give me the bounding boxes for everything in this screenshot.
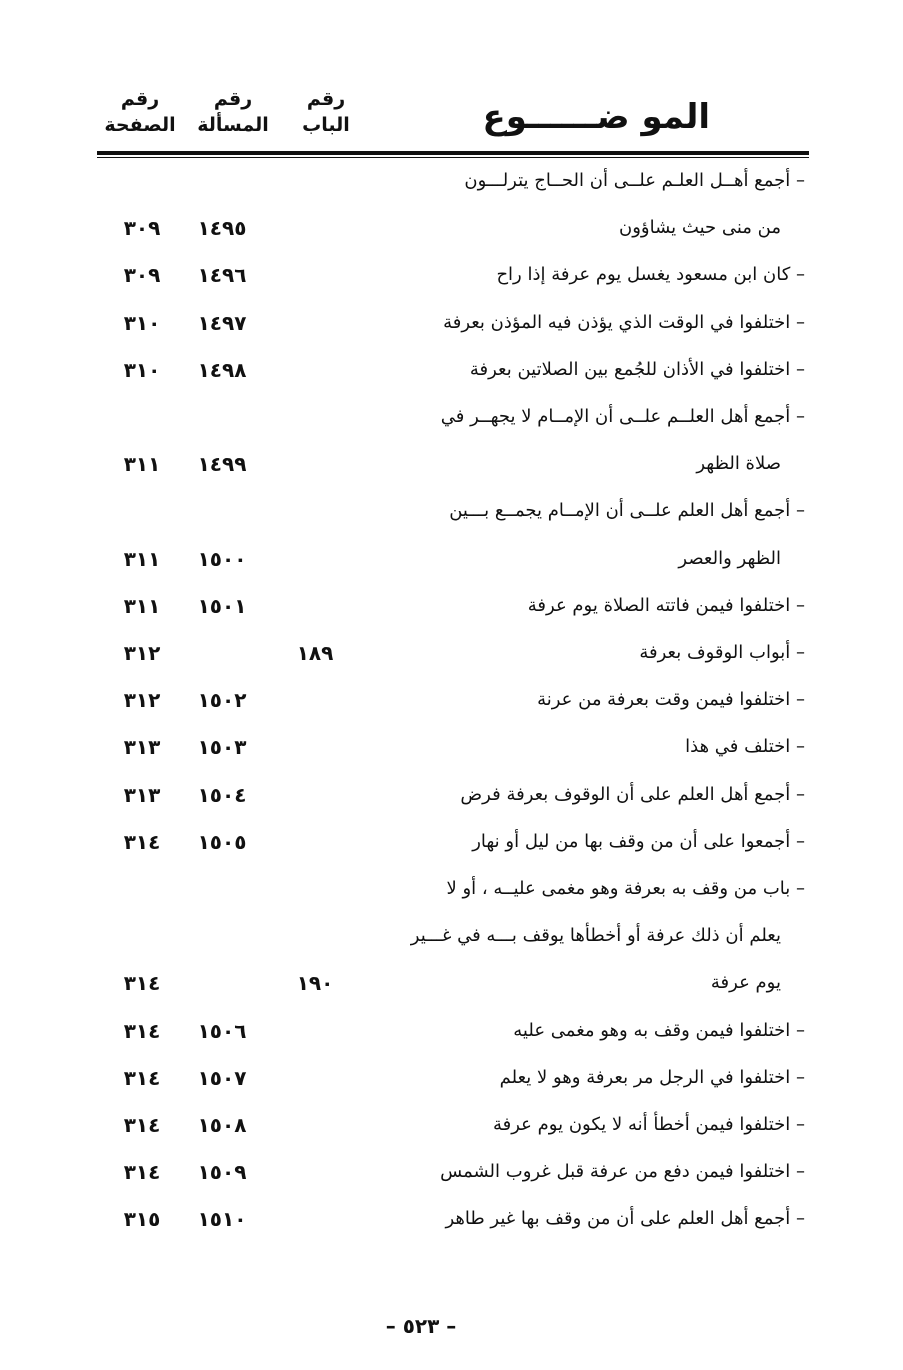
entry-chapter-number: ١٩٠ xyxy=(296,971,334,996)
entry-page-number: ٣١١ xyxy=(123,593,161,618)
header-chapter-label-1: رقم xyxy=(306,88,346,110)
entry-page-number: ٣١٣ xyxy=(123,735,161,760)
entry-topic: – أجمع أهل العلم على أن الوقوف بعرفة فرض xyxy=(460,783,805,805)
entry-topic: – أجمع أهل العلــم علــى أن الإمــام لا يجهــر في xyxy=(440,406,805,427)
entry-topic-continued: الظهر والعصر xyxy=(678,547,781,569)
entry-page-number: ٣١٤ xyxy=(123,1065,161,1090)
entry-page-number: ٣١٢ xyxy=(123,688,161,713)
entry-issue-number: ١٤٩٦ xyxy=(197,263,247,288)
entry-topic: – اختلفوا فيمن وقت بعرفة من عرنة xyxy=(537,689,805,711)
entry-issue-number: ١٤٩٨ xyxy=(197,357,247,382)
header-issue-number xyxy=(188,86,278,138)
entry-issue-number: ١٤٩٩ xyxy=(197,452,247,477)
entry-topic: – اختلفوا فيمن وقف به وهو مغمى عليه xyxy=(513,1019,805,1041)
entry-page-number: ٣١١ xyxy=(123,452,161,477)
entry-issue-number: ١٥٠٨ xyxy=(197,1113,247,1137)
entry-page-number: ٣١٤ xyxy=(123,1160,161,1185)
entry-topic: – اختلفوا فيمن أخطأ أنه لا يكون يوم عرفة xyxy=(493,1114,805,1135)
entry-page-number: ٣١٠ xyxy=(123,357,161,382)
entry-topic: – أجمع أهل العلم علــى أن الإمــام يجمــع بـــين xyxy=(449,500,805,522)
entry-topic: – اختلف في هذا xyxy=(685,736,805,758)
entry-issue-number: ١٥٠٠ xyxy=(197,546,247,571)
entry-topic: – اختلفوا في الأذان للجُمع بين الصلاتين بعرفة xyxy=(469,358,805,380)
header-rule-thick xyxy=(97,151,809,155)
entry-issue-number: ١٥٠٩ xyxy=(197,1160,247,1185)
entry-issue-number: ١٥٠٧ xyxy=(197,1065,247,1090)
entry-topic: – اختلفوا في الوقت الذي يؤذن فيه المؤذن بعرفة xyxy=(443,311,805,333)
entry-page-number: ٣١٤ xyxy=(123,1113,161,1137)
header-issue-label-2: المسألة xyxy=(197,114,269,136)
header-page-label-2: الصفحة xyxy=(104,114,176,136)
entry-page-number: ٣٠٩ xyxy=(123,263,161,288)
entry-page-number: ٣١٥ xyxy=(123,1207,161,1232)
entry-page-number: ٣١٣ xyxy=(123,782,161,807)
entry-topic: – أجمعوا على أن من وقف بها من ليل أو نهار xyxy=(472,830,805,852)
entry-issue-number: ١٥١٠ xyxy=(197,1207,247,1232)
header-chapter-label-2: الباب xyxy=(302,114,350,136)
header-chapter-number xyxy=(286,86,366,138)
entry-topic: – كان ابن مسعود يغسل يوم عرفة إذا راح xyxy=(496,264,805,286)
header-page-label-1: رقم xyxy=(120,88,160,110)
entry-chapter-number: ١٨٩ xyxy=(296,641,334,665)
entry-page-number: ٣١٠ xyxy=(123,310,161,335)
entry-issue-number: ١٥٠٢ xyxy=(197,688,247,713)
header-rule-thin xyxy=(97,157,809,158)
entry-topic: – اختلفوا في الرجل مر بعرفة وهو لا يعلم xyxy=(499,1066,805,1088)
entry-issue-number: ١٥٠٥ xyxy=(197,829,247,854)
entry-topic-continued: صلاة الظهر xyxy=(696,453,781,475)
entry-issue-number: ١٤٩٥ xyxy=(197,216,247,241)
header-issue-label-1: رقم xyxy=(213,88,253,110)
entry-topic: – باب من وقف به بعرفة وهو مغمى عليــه ، أو لا xyxy=(446,878,805,899)
entry-topic: – أبواب الوقوف بعرفة xyxy=(639,642,805,663)
entry-page-number: ٣١٤ xyxy=(123,971,161,996)
entry-topic: – اختلفوا فيمن فاتته الصلاة يوم عرفة xyxy=(527,594,805,616)
entry-page-number: ٣١١ xyxy=(123,546,161,571)
entry-page-number: ٣١٢ xyxy=(123,641,161,665)
entry-topic: – اختلفوا فيمن دفع من عرفة قبل غروب الشمس xyxy=(440,1161,805,1183)
entry-issue-number: ١٥٠١ xyxy=(197,593,247,618)
entry-topic-continued: يعلم أن ذلك عرفة أو أخطأها يوقف بـــه في غـــير xyxy=(410,925,781,947)
header-page-number xyxy=(100,86,180,138)
entry-page-number: ٣٠٩ xyxy=(123,216,161,241)
entry-issue-number: ١٥٠٣ xyxy=(197,735,247,760)
entry-issue-number: ١٤٩٧ xyxy=(197,310,247,335)
entry-page-number: ٣١٤ xyxy=(123,1018,161,1043)
entry-topic: – أجمع أهل العلم على أن من وقف بها غير طاهر xyxy=(445,1208,805,1230)
entry-topic-continued: من منى حيث يشاؤون xyxy=(619,217,781,239)
entry-topic: – أجمع أهــل العلـم علــى أن الحــاج يترلـــون xyxy=(464,170,805,191)
entry-page-number: ٣١٤ xyxy=(123,829,161,854)
entry-issue-number: ١٥٠٦ xyxy=(197,1018,247,1043)
entry-topic-continued: يوم عرفة xyxy=(710,972,781,994)
page-number: – ٥٢٣ – xyxy=(385,1314,457,1338)
page-title: المو ضــــــوع xyxy=(482,97,710,137)
entry-issue-number: ١٥٠٤ xyxy=(197,782,247,807)
